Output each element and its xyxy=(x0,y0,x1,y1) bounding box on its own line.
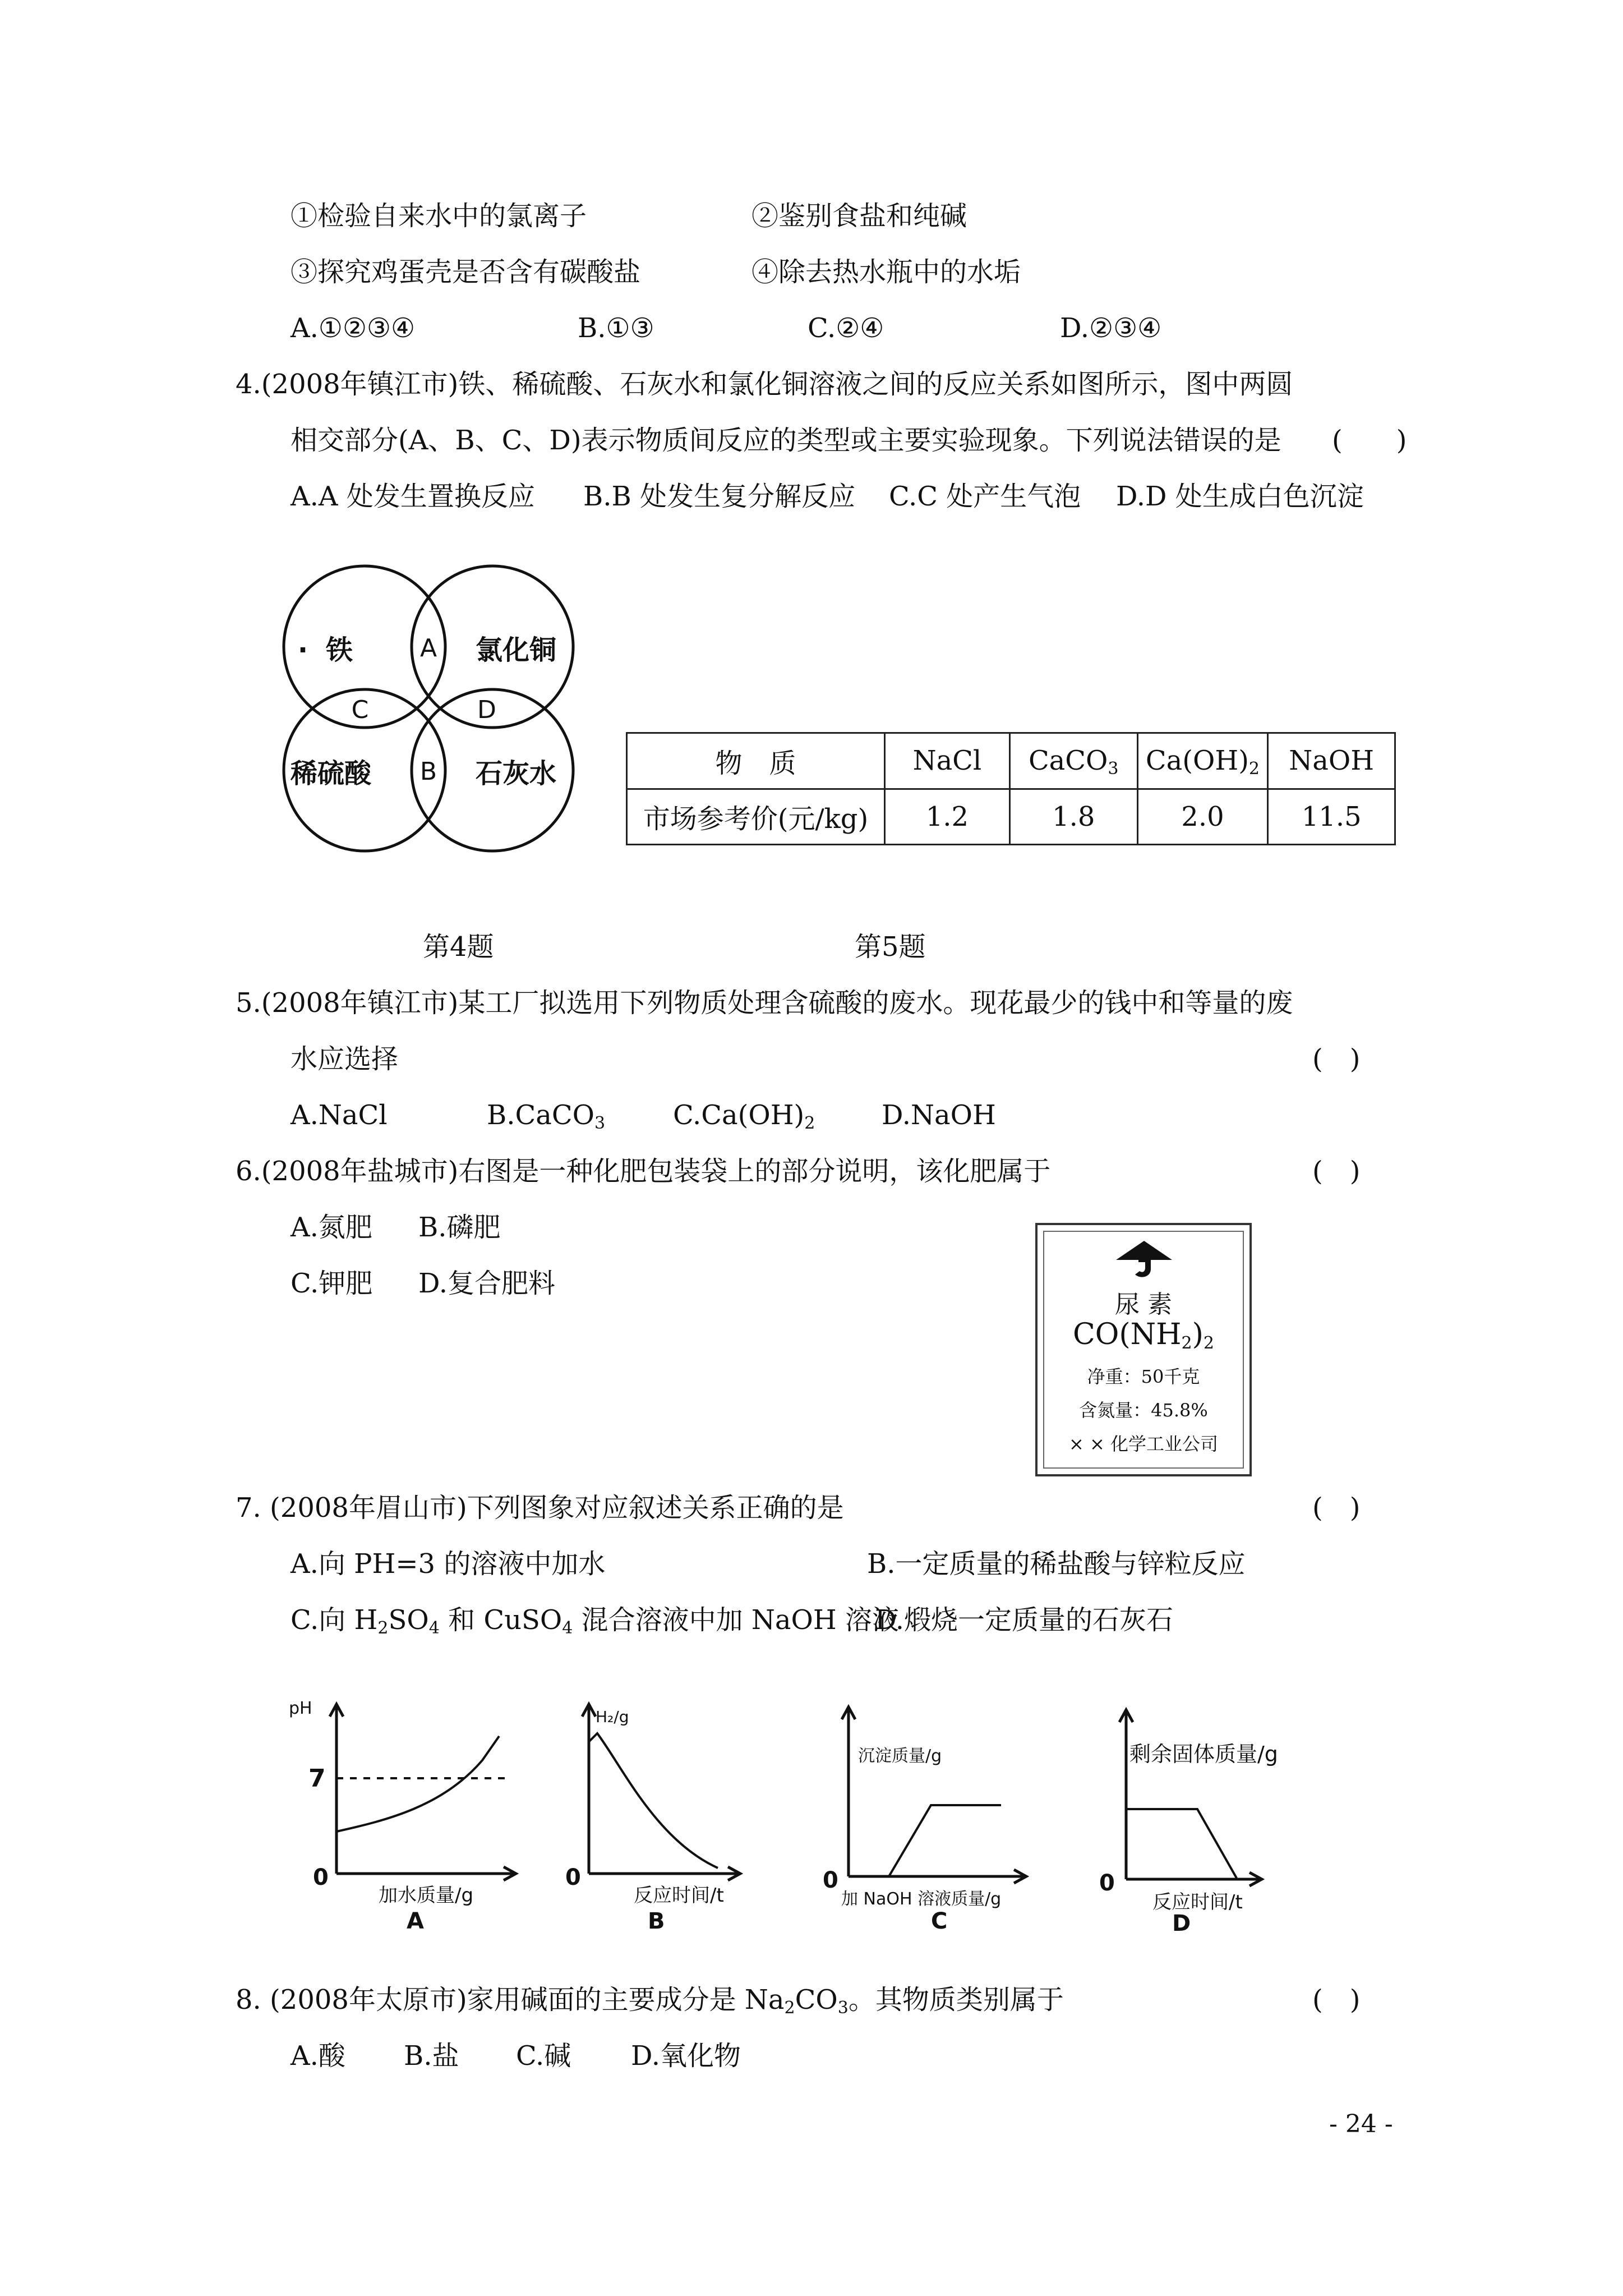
q7-choice-c: C.向 $H_2SO_4$ 和 CuSO$_4$ 混合溶液中加 NaOH 溶液 xyxy=(291,1604,899,1638)
graph-b-letter: B xyxy=(648,1908,665,1934)
q6-choice-a: A.氮肥 xyxy=(291,1212,372,1243)
graph-a-origin: 0 xyxy=(313,1865,329,1890)
graph-c xyxy=(816,1688,1080,1935)
graph-d-letter: D xyxy=(1172,1911,1191,1935)
price-table-header-row xyxy=(627,733,1395,789)
package-net-weight: 净重：50千克 xyxy=(1087,1366,1200,1387)
q6-answer-paren: ( ) xyxy=(1312,1156,1361,1187)
table-cell: 11.5 xyxy=(1268,789,1395,845)
q4-choice-c: C.C 处产生气泡 xyxy=(889,481,1081,512)
graph-d-xlabel: 反应时间/t xyxy=(1152,1891,1243,1913)
venn-region-b: B xyxy=(419,757,437,786)
q8-choice-a: A.酸 xyxy=(291,2040,345,2072)
graph-c-ylabel: 沉淀质量/g xyxy=(858,1746,942,1766)
table-header-cell: CaCO$_3$ xyxy=(1009,733,1137,789)
q3-option-3: ③探究鸡蛋壳是否含有碳酸盐 xyxy=(291,256,641,288)
venn-region-c: C xyxy=(351,696,369,724)
q6-stem: 6.(2008年盐城市)右图是一种化肥包装袋上的部分说明，该化肥属于 xyxy=(236,1156,1051,1187)
q3-choice-c: C.②④ xyxy=(808,312,884,344)
q8-stem: 8. (2008年太原市)家用碱面的主要成分是 $Na_2CO_3$。其物质类别属于 xyxy=(236,1984,1064,2018)
table-cell: 市场参考价(元/kg) xyxy=(627,789,885,845)
page-number: - 24 - xyxy=(1329,2110,1393,2138)
venn-dot: · xyxy=(297,634,308,666)
graph-b-ylabel: H₂/g xyxy=(596,1708,629,1726)
package-product-name: 尿 素 xyxy=(1115,1290,1172,1319)
q4-choice-a: A.A 处发生置换反应 xyxy=(291,481,535,512)
q7-choice-b: B.一定质量的稀盐酸与锌粒反应 xyxy=(867,1548,1246,1580)
graph-a-ylabel: pH xyxy=(289,1699,312,1718)
q4-choice-d: D.D 处生成白色沉淀 xyxy=(1116,481,1364,512)
table-header-cell: $Ca(OH)_2$ xyxy=(1137,733,1268,789)
venn-label-copper-chloride: 氯化铜 xyxy=(475,634,557,666)
q5-stem-line2: 水应选择 xyxy=(291,1043,399,1075)
venn-label-sulfuric-acid: 稀硫酸 xyxy=(290,758,372,789)
q3-choice-a: A.①②③④ xyxy=(291,312,416,344)
fertilizer-package-label xyxy=(1035,1223,1252,1476)
q5-choice-a: A.NaCl xyxy=(291,1099,388,1131)
q5-choice-c: $C.Ca(OH)_2$ xyxy=(673,1099,815,1133)
price-table-row xyxy=(627,789,1395,845)
graph-d-ylabel: 剩余固体质量/g xyxy=(1129,1742,1278,1766)
table-cell: 1.8 xyxy=(1009,789,1137,845)
graph-b xyxy=(555,1688,768,1935)
q7-choice-d: D.煅烧一定质量的石灰石 xyxy=(875,1604,1174,1636)
graph-a xyxy=(280,1688,538,1935)
venn-region-a: A xyxy=(419,634,437,662)
q4-choice-b: B.B 处发生复分解反应 xyxy=(583,481,856,512)
graph-d xyxy=(1094,1688,1329,1935)
q4-stem-line2: 相交部分(A、B、C、D)表示物质间反应的类型或主要实验现象。下列说法错误的是 xyxy=(291,425,1281,456)
q4-stem-line1: 4.(2008年镇江市)铁、稀硫酸、石灰水和氯化铜溶液之间的反应关系如图所示，图中两圆 xyxy=(236,369,1293,400)
venn-label-iron: 铁 xyxy=(325,634,353,666)
package-company: × × 化学工业公司 xyxy=(1069,1433,1218,1455)
fertilizer-logo-icon xyxy=(1110,1237,1178,1282)
price-table xyxy=(626,732,1396,845)
venn-region-d: D xyxy=(477,696,496,724)
graph-a-ytick: 7 xyxy=(308,1764,326,1793)
q6-choice-c: C.钾肥 xyxy=(291,1268,373,1299)
package-formula: $CO(NH_2)_2$ xyxy=(1072,1318,1215,1353)
table-cell: 2.0 xyxy=(1137,789,1268,845)
q4-answer-paren: ( ) xyxy=(1332,425,1407,456)
q5-choice-b: B.CaCO$_3$ xyxy=(487,1099,606,1133)
q3-choice-b: B.①③ xyxy=(578,312,654,344)
graph-b-xlabel: 反应时间/t xyxy=(634,1884,724,1907)
q3-choice-d: D.②③④ xyxy=(1060,312,1162,344)
graph-d-origin: 0 xyxy=(1099,1870,1115,1896)
caption-q5: 第5题 xyxy=(855,931,926,963)
q3-option-1: ①检验自来水中的氯离子 xyxy=(291,200,587,232)
q5-answer-paren: ( ) xyxy=(1312,1043,1361,1075)
q8-choice-d: D.氧化物 xyxy=(631,2040,741,2072)
graph-b-origin: 0 xyxy=(565,1865,581,1890)
q6-choice-b: B.磷肥 xyxy=(418,1212,501,1243)
venn-label-limewater: 石灰水 xyxy=(475,758,557,789)
q3-option-4: ④除去热水瓶中的水垢 xyxy=(751,256,1021,288)
q5-choice-d: D.NaOH xyxy=(882,1099,996,1131)
table-header-cell: NaCl xyxy=(884,733,1009,789)
table-cell: 1.2 xyxy=(884,789,1009,845)
q8-choice-b: B.盐 xyxy=(404,2040,459,2072)
q6-choice-d: D.复合肥料 xyxy=(418,1268,556,1299)
q8-choice-c: C.碱 xyxy=(516,2040,571,2072)
graph-c-xlabel: 加 NaOH 溶液质量/g xyxy=(841,1889,1002,1909)
q7-answer-paren: ( ) xyxy=(1312,1492,1361,1524)
graph-c-origin: 0 xyxy=(823,1867,838,1893)
table-header-cell: 物 质 xyxy=(627,733,885,789)
q5-stem-line1: 5.(2008年镇江市)某工厂拟选用下列物质处理含硫酸的废水。现花最少的钱中和等量的废 xyxy=(236,987,1293,1019)
q7-choice-a: A.向 PH=3 的溶液中加水 xyxy=(291,1548,606,1580)
graph-c-letter: C xyxy=(931,1908,948,1934)
venn-diagram xyxy=(269,564,583,878)
package-nitrogen-content: 含氮量：45.8% xyxy=(1079,1400,1208,1421)
table-header-cell: NaOH xyxy=(1268,733,1395,789)
q8-answer-paren: ( ) xyxy=(1312,1984,1361,2016)
graph-a-letter: A xyxy=(407,1908,424,1934)
q7-stem: 7. (2008年眉山市)下列图象对应叙述关系正确的是 xyxy=(236,1492,844,1524)
graph-a-xlabel: 加水质量/g xyxy=(379,1884,474,1907)
caption-q4: 第4题 xyxy=(423,931,494,963)
q3-option-2: ②鉴别食盐和纯碱 xyxy=(751,200,967,232)
